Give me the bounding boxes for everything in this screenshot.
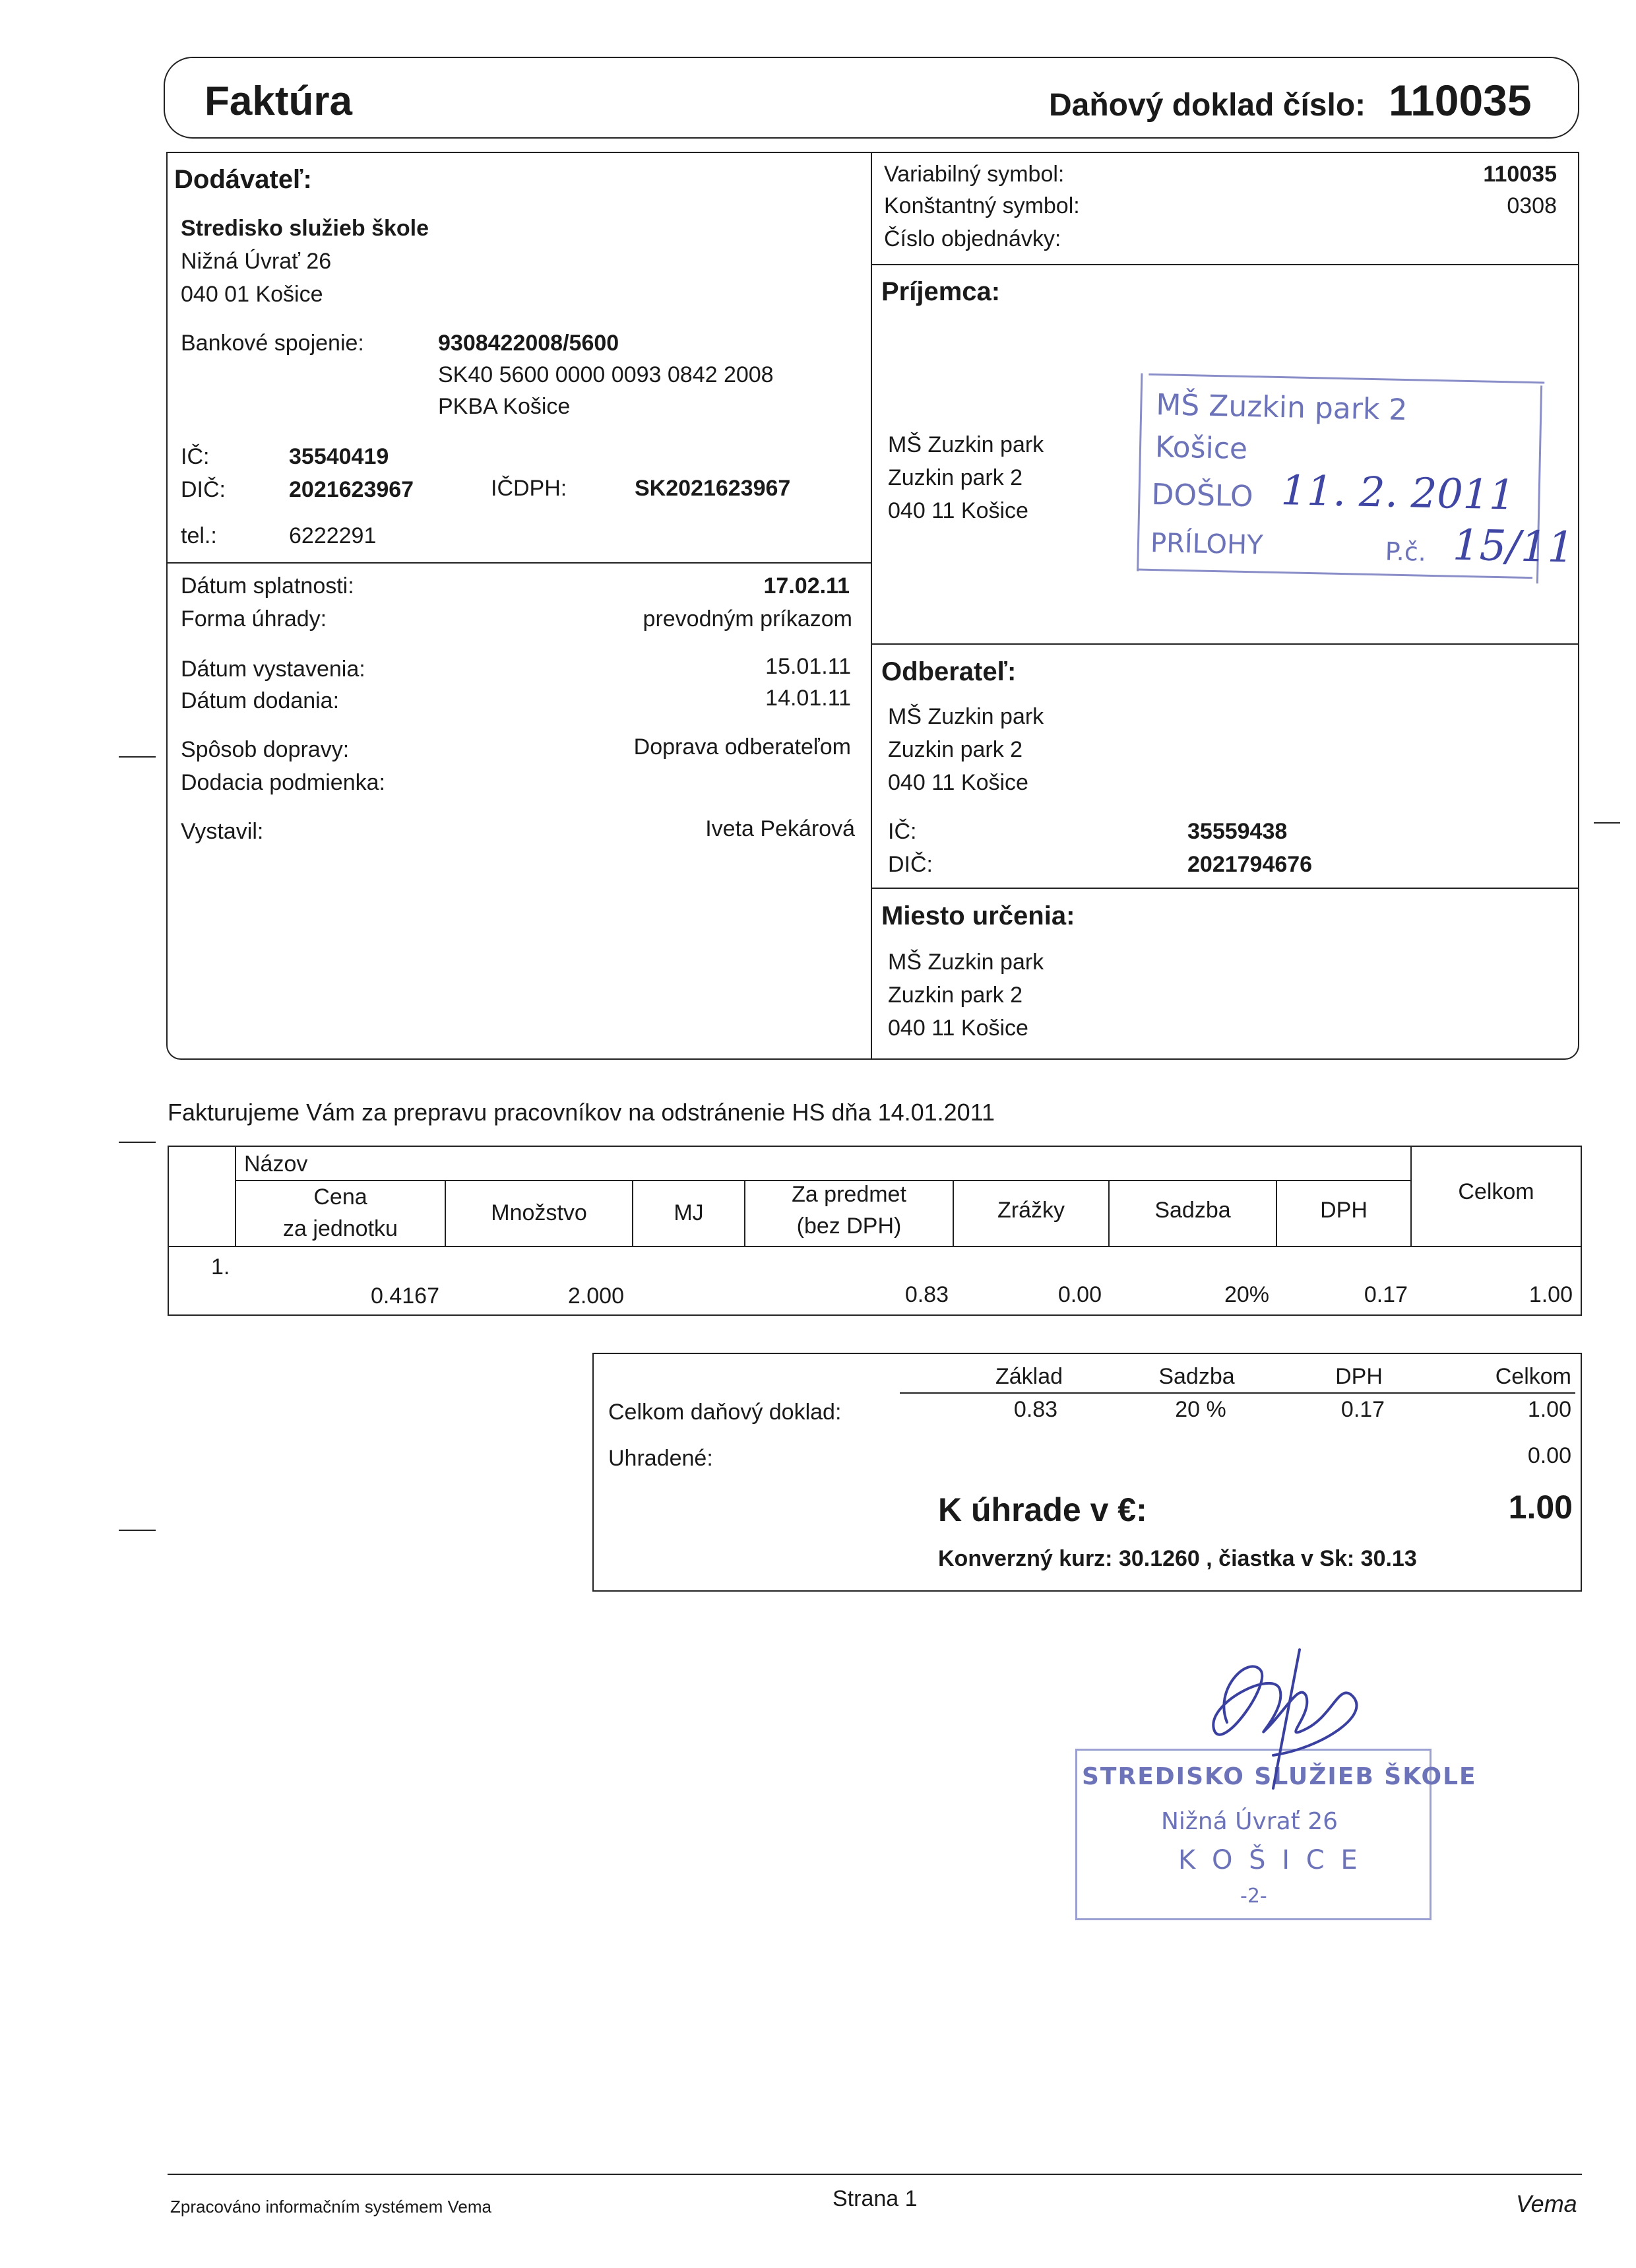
- summary-vat-header: DPH: [1335, 1364, 1383, 1389]
- due-date: 17.02.11: [763, 573, 850, 599]
- received-stamp: [1137, 373, 1575, 592]
- customer-dic: 2021794676: [1187, 852, 1313, 877]
- col-unit-price-header-2: za jednotku: [283, 1216, 398, 1241]
- payment-method: prevodným príkazom: [643, 606, 852, 632]
- row-total: 1.00: [1528, 1282, 1573, 1307]
- page-title: Faktúra: [204, 79, 352, 124]
- payment-label: Forma úhrady:: [181, 606, 327, 632]
- page-number: Strana 1: [833, 2186, 918, 2211]
- supplier-ico-label: IČ:: [181, 444, 210, 469]
- supplier-stamp-line1: STREDISKO SLUŽIEB ŠKOLE: [1082, 1763, 1477, 1790]
- summary-header-rule: [900, 1392, 1575, 1394]
- customer-heading: Odberateľ:: [881, 657, 1017, 686]
- transport: Doprava odberateľom: [633, 734, 851, 760]
- signature: [1174, 1643, 1412, 1795]
- received-stamp-line3-label: DOŠLO: [1151, 478, 1254, 514]
- delivered-date: 14.01.11: [765, 686, 851, 711]
- destination-street: Zuzkin park 2: [888, 983, 1023, 1008]
- received-date-handwritten: 11. 2. 2011: [1280, 466, 1516, 519]
- supplier-stamp-line3: K O Š I C E: [1178, 1845, 1362, 1875]
- supplier-icdph-label: IČDPH:: [491, 476, 567, 501]
- footer-system-note: Zpracováno informačním systémem Vema: [170, 2197, 491, 2217]
- supplier-dic-label: DIČ:: [181, 477, 226, 502]
- summary-rate: 20 %: [1175, 1397, 1226, 1422]
- supplier-ico: 35540419: [289, 444, 389, 469]
- destination-name: MŠ Zuzkin park: [888, 950, 1044, 975]
- symbols-rule: [871, 264, 1579, 265]
- issued-label: Dátum vystavenia:: [181, 657, 365, 682]
- customer-ico-label: IČ:: [888, 819, 917, 844]
- supplier-dic: 2021623967: [289, 477, 414, 502]
- delivered-label: Dátum dodania:: [181, 688, 340, 713]
- amount-due-label: K úhrade v €:: [938, 1491, 1147, 1528]
- issued-date: 15.01.11: [765, 654, 851, 679]
- constant-symbol-label: Konštantný symbol:: [884, 193, 1080, 218]
- delivery-condition-label: Dodacia podmienka:: [181, 770, 385, 795]
- col-unit-price-header-1: Cena: [313, 1184, 367, 1210]
- received-stamp-line4-label: PRÍLOHY: [1150, 527, 1264, 561]
- col-discount-header: Zrážky: [997, 1198, 1065, 1223]
- main-frame: [166, 152, 1579, 1060]
- bank-name: PKBA Košice: [438, 394, 571, 419]
- amount-due: 1.00: [1508, 1489, 1573, 1526]
- supplier-stamp-line4: -2-: [1240, 1885, 1267, 1908]
- destination-heading: Miesto určenia:: [881, 901, 1075, 930]
- customer-street: Zuzkin park 2: [888, 737, 1023, 762]
- supplier-box-rule: [166, 562, 872, 564]
- received-ref-handwritten: 15/11: [1452, 521, 1575, 573]
- received-stamp-line2: Košice: [1154, 430, 1248, 467]
- destination-city: 040 11 Košice: [888, 1016, 1028, 1041]
- issuer-label: Vystavil:: [181, 819, 264, 844]
- margin-mark: [119, 1142, 156, 1143]
- supplier-tel: 6222291: [289, 523, 377, 548]
- footer-rule: [168, 2174, 1582, 2175]
- row-rate: 20%: [1224, 1282, 1269, 1307]
- supplier-tel-label: tel.:: [181, 523, 217, 548]
- header-frame: [164, 57, 1579, 139]
- supplier-street: Nižná Úvrať 26: [181, 249, 332, 274]
- invoice-description: Fakturujeme Vám za prepravu pracovníkov na odstránenie HS dňa 14.01.2011: [168, 1099, 995, 1126]
- margin-mark: [119, 1530, 156, 1531]
- variable-symbol: 110035: [1483, 162, 1557, 187]
- customer-city: 040 11 Košice: [888, 770, 1028, 795]
- constant-symbol: 0308: [1507, 193, 1557, 218]
- items-header-rule-2: [168, 1246, 1582, 1247]
- supplier-stamp-line2: Nižná Úvrať 26: [1161, 1808, 1338, 1835]
- row-qty: 2.000: [567, 1283, 624, 1309]
- summary-total-header: Celkom: [1495, 1364, 1571, 1389]
- col-name-header: Názov: [244, 1151, 308, 1177]
- row-number: 1.: [211, 1254, 230, 1280]
- center-divider: [871, 152, 872, 1060]
- due-date-label: Dátum splatnosti:: [181, 573, 354, 599]
- conversion-rate: Konverzný kurz: 30.1260 , čiastka v Sk: 30.13: [938, 1546, 1417, 1571]
- col-subject-header-1: Za predmet: [792, 1182, 906, 1207]
- row-unit-price: 0.4167: [371, 1283, 439, 1309]
- row-discount: 0.00: [1057, 1282, 1102, 1307]
- paid-label: Uhradené:: [608, 1446, 713, 1471]
- doc-number: 110035: [1389, 76, 1532, 125]
- received-stamp-ref-label: P.č.: [1385, 536, 1427, 567]
- col-qty-header: Množstvo: [491, 1200, 587, 1225]
- summary-rate-header: Sadzba: [1158, 1364, 1235, 1389]
- transport-label: Spôsob dopravy:: [181, 737, 350, 762]
- row-subject: 0.83: [904, 1282, 949, 1307]
- col-mj-header: MJ: [674, 1200, 704, 1225]
- margin-mark: [1594, 822, 1620, 824]
- main-top-rule: [166, 152, 1579, 153]
- order-number-label: Číslo objednávky:: [884, 226, 1061, 251]
- col-vat-header: DPH: [1320, 1198, 1368, 1223]
- bank-label: Bankové spojenie:: [181, 331, 364, 356]
- issuer: Iveta Pekárová: [705, 816, 855, 841]
- received-stamp-line1: MŠ Zuzkin park 2: [1155, 388, 1408, 428]
- iban: SK40 5600 0000 0093 0842 2008: [438, 362, 774, 387]
- supplier-heading: Dodávateľ:: [174, 165, 312, 194]
- customer-rule: [871, 888, 1579, 889]
- customer-name: MŠ Zuzkin park: [888, 704, 1044, 729]
- col-subject-header-2: (bez DPH): [796, 1214, 902, 1239]
- doc-number-label: Daňový doklad číslo:: [1049, 88, 1366, 123]
- summary-vat: 0.17: [1340, 1397, 1385, 1422]
- supplier-city: 040 01 Košice: [181, 282, 323, 307]
- recipient-city: 040 11 Košice: [888, 498, 1028, 523]
- margin-mark: [119, 756, 156, 758]
- customer-dic-label: DIČ:: [888, 852, 933, 877]
- customer-ico: 35559438: [1187, 819, 1288, 844]
- summary-total-doc-label: Celkom daňový doklad:: [608, 1400, 842, 1425]
- vema-logo: Vema: [1516, 2190, 1577, 2217]
- col-rate-header: Sadzba: [1154, 1198, 1231, 1223]
- recipient-heading: Príjemca:: [881, 277, 1001, 306]
- recipient-rule: [871, 643, 1579, 645]
- summary-base: 0.83: [1013, 1397, 1058, 1422]
- paid-amount: 0.00: [1527, 1443, 1571, 1468]
- recipient-street: Zuzkin park 2: [888, 465, 1023, 490]
- variable-symbol-label: Variabilný symbol:: [884, 162, 1065, 187]
- supplier-name: Stredisko služieb škole: [181, 216, 429, 241]
- supplier-icdph: SK2021623967: [635, 476, 791, 501]
- recipient-name: MŠ Zuzkin park: [888, 432, 1044, 457]
- col-total-header: Celkom: [1458, 1179, 1534, 1204]
- summary-base-header: Základ: [995, 1364, 1063, 1389]
- row-vat: 0.17: [1364, 1282, 1408, 1307]
- bank-account: 9308422008/5600: [438, 331, 619, 356]
- summary-total: 1.00: [1527, 1397, 1571, 1422]
